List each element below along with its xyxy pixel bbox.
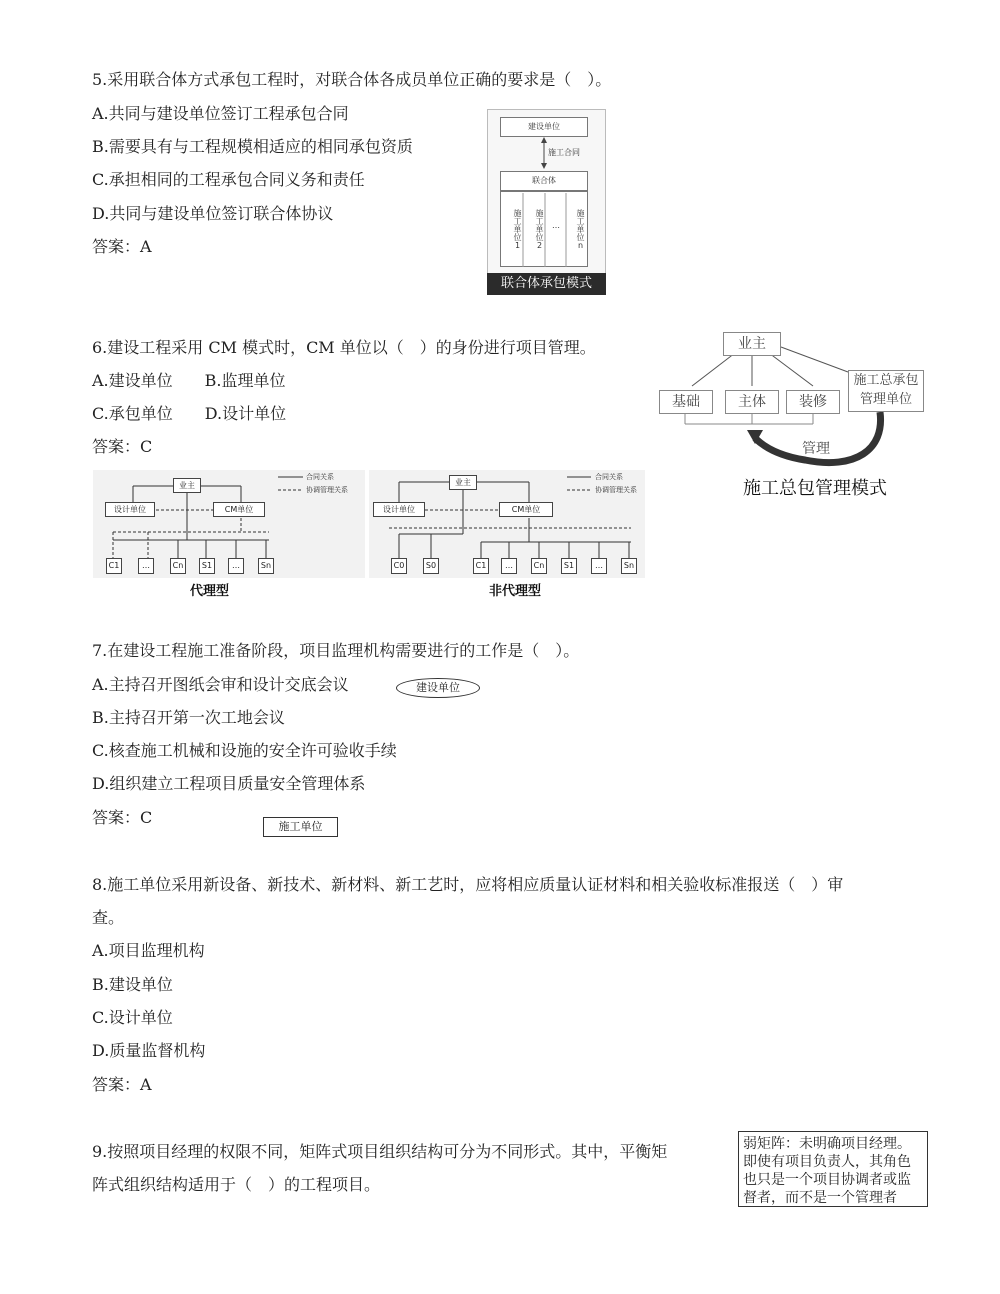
q9-note-box [738, 1131, 928, 1207]
owner-box: 业主 [449, 475, 477, 490]
q8-option-d: D.质量监督机构 [92, 1041, 206, 1060]
q8-option-c: C.设计单位 [92, 1008, 173, 1027]
cm-nonagency-diagram [369, 470, 645, 578]
note-line: 弱矩阵：未明确项目经理。 [743, 1136, 911, 1152]
q5-stem: 5.采用联合体方式承包工程时，对联合体各成员单位正确的要求是（ ）。 [92, 70, 612, 89]
q7-option-b: B.主持召开第一次工地会议 [92, 708, 285, 727]
q8-answer: 答案：A [92, 1075, 152, 1094]
unit-n: 施工单位n [576, 208, 585, 250]
gc-box: 施工总承包管理单位 [848, 370, 924, 412]
q5-option-a: A.共同与建设单位签订工程承包合同 [92, 104, 349, 123]
designer-box: 设计单位 [105, 502, 155, 517]
cm-agency-diagram [93, 470, 365, 578]
legend-coordination: 协调管理关系 [306, 486, 348, 494]
q8-stem-line1: 8.施工单位采用新设备、新技术、新材料、新工艺时，应将相应质量认证材料和相关验收标准报送（ ）审 [92, 875, 844, 894]
q5-option-d: D.共同与建设单位签订联合体协议 [92, 204, 334, 223]
leaf-box: C1 [473, 558, 489, 574]
q5-option-b: B.需要具有与工程规模相适应的相同承包资质 [92, 137, 413, 156]
q7-callout-owner: 建设单位 [396, 678, 480, 698]
note-line: 督者，而不是一个管理者 [743, 1190, 897, 1206]
q8-option-b: B.建设单位 [92, 975, 173, 994]
q5-option-c: C.承担相同的工程承包合同义务和责任 [92, 170, 365, 189]
legend-coordination: 协调管理关系 [595, 486, 637, 494]
q7-stem: 7.在建设工程施工准备阶段，项目监理机构需要进行的工作是（ ）。 [92, 641, 580, 660]
q6-answer: 答案：C [92, 437, 153, 456]
leaf-box: C0 [391, 558, 407, 574]
note-line: 即使有项目负责人，其角色 [743, 1154, 911, 1170]
leaf-box: C1 [106, 558, 122, 574]
unit-2: 施工单位2 [535, 208, 544, 250]
unit-ellipsis: … [552, 221, 560, 230]
q6-options-cd: C.承包单位 D.设计单位 [92, 404, 287, 423]
leaf-box: S1 [199, 558, 215, 574]
sub-structure: 主体 [725, 390, 779, 414]
leaf-box: … [228, 558, 244, 574]
cm-agency-caption: 代理型 [190, 584, 230, 599]
cm-nonagency-caption: 非代理型 [489, 584, 542, 599]
leaf-box: Cn [531, 558, 547, 574]
leaf-box: … [138, 558, 154, 574]
q7-callout-contractor: 施工单位 [263, 817, 338, 837]
contract-label: 施工合同 [548, 148, 580, 157]
legend-contract: 合同关系 [306, 473, 334, 481]
sub-decoration: 装修 [786, 390, 840, 414]
sub-foundation: 基础 [659, 390, 713, 414]
leaf-box: S1 [561, 558, 577, 574]
leaf-box: Sn [621, 558, 637, 574]
q7-answer: 答案：C [92, 808, 153, 827]
q5-answer: 答案：A [92, 237, 152, 256]
general-contract-diagram [655, 330, 930, 505]
legend-contract: 合同关系 [595, 473, 623, 481]
designer-box: 设计单位 [373, 502, 425, 517]
q9-stem-line1: 9.按照项目经理的权限不同，矩阵式项目组织结构可分为不同形式。其中，平衡矩 [92, 1142, 668, 1161]
gc-caption: 施工总包管理模式 [743, 478, 887, 499]
joint-venture-diagram [487, 109, 606, 295]
owner-box: 业主 [723, 332, 781, 356]
q7-option-d: D.组织建立工程项目质量安全管理体系 [92, 774, 366, 793]
unit-1: 施工单位1 [513, 208, 522, 250]
owner-box: 建设单位 [500, 117, 588, 137]
leaf-box: … [591, 558, 607, 574]
jv-caption: 联合体承包模式 [487, 273, 606, 295]
q8-option-a: A.项目监理机构 [92, 941, 205, 960]
note-line: 也只是一个项目协调者或监 [743, 1172, 911, 1188]
q6-stem: 6.建设工程采用 CM 模式时，CM 单位以（ ）的身份进行项目管理。 [92, 338, 596, 357]
leaf-box: Sn [258, 558, 274, 574]
owner-box: 业主 [173, 478, 201, 493]
leaf-box: S0 [423, 558, 439, 574]
leaf-box: … [501, 558, 517, 574]
manage-label: 管理 [802, 441, 830, 457]
jv-box: 联合体 [500, 171, 588, 191]
cm-box: CM单位 [499, 502, 553, 517]
q8-stem-line2: 查。 [92, 908, 125, 927]
q7-option-c: C.核查施工机械和设施的安全许可验收手续 [92, 741, 397, 760]
cm-box: CM单位 [213, 502, 265, 517]
q6-options-ab: A.建设单位 B.监理单位 [92, 371, 286, 390]
leaf-box: Cn [170, 558, 186, 574]
q7-option-a: A.主持召开图纸会审和设计交底会议 [92, 675, 349, 694]
q9-stem-line2: 阵式组织结构适用于（ ）的工程项目。 [92, 1175, 381, 1194]
